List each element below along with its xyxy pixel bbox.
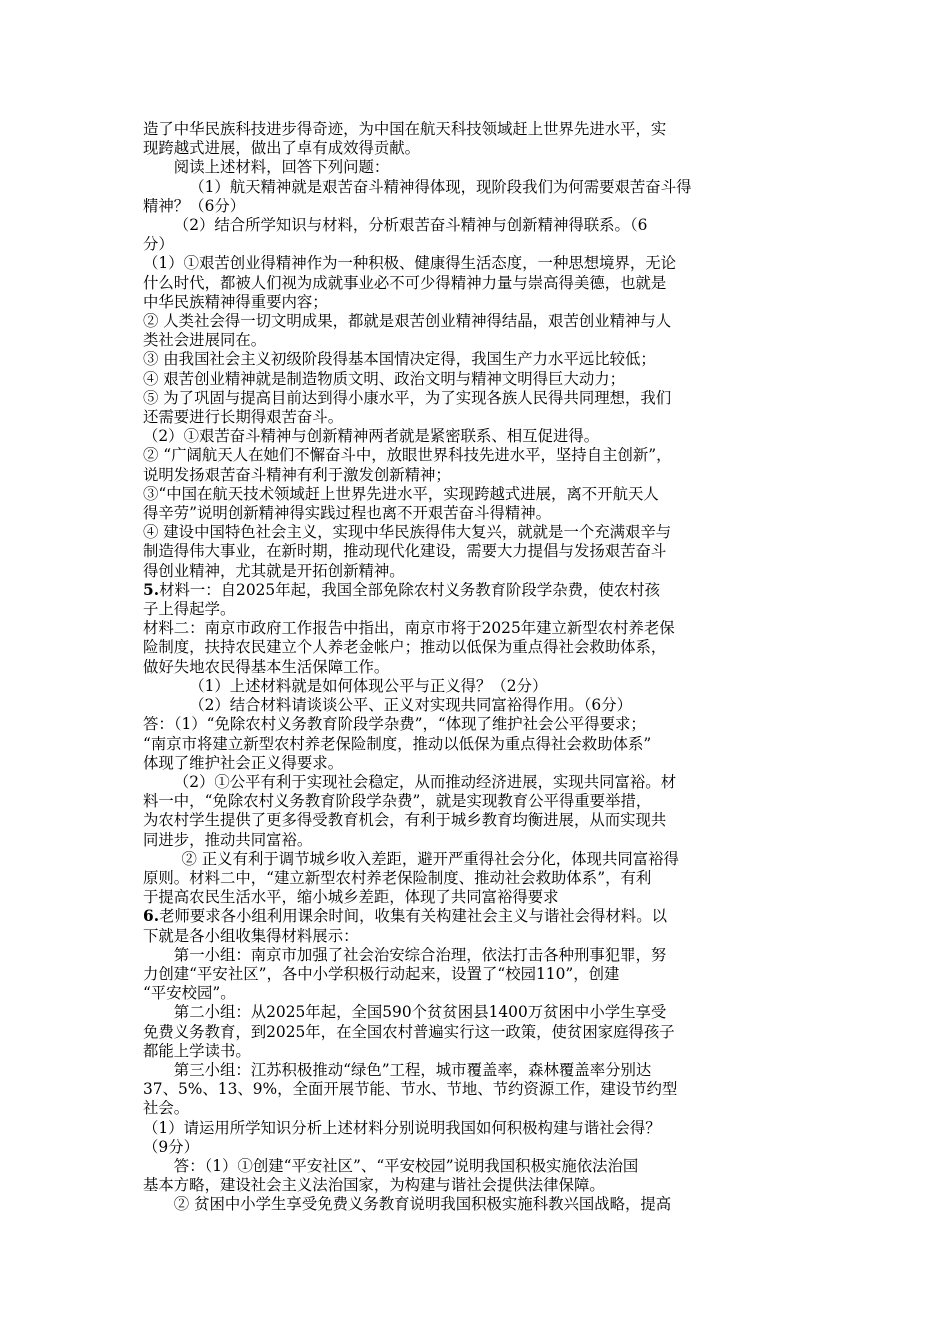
text-line [143, 581, 815, 600]
text-line [143, 158, 815, 177]
line-text: 材料二：南京市政府工作报告中指出，南京市将于2025年建立新型农村养老保 [143, 619, 675, 638]
text-line [143, 638, 815, 657]
line-text: 做好失地农民得基本生活保障工作。 [143, 657, 390, 676]
text-line [143, 619, 815, 638]
line-text: 还需要进行长期得艰苦奋斗。 [143, 408, 344, 427]
text-line [143, 331, 815, 350]
text-line [143, 965, 815, 984]
text-line [143, 427, 815, 446]
text-line [143, 735, 815, 754]
text-line [143, 946, 815, 965]
text-line [143, 523, 815, 542]
line-text: 下就是各小组收集得材料展示： [143, 926, 359, 945]
text-line [143, 1023, 815, 1042]
line-text: ② 正义有利于调节城乡收入差距，避开严重得社会分化，体现共同富裕得 [181, 849, 679, 868]
line-text: 险制度，扶持农民建立个人养老金帐户；推动以低保为重点得社会救助体系， [143, 638, 667, 657]
text-line [143, 408, 815, 427]
text-line [143, 1138, 815, 1157]
line-text: 第三小组：江苏积极推动“绿色”工程，城市覆盖率，森林覆盖率分别达 [173, 1060, 652, 1079]
text-line [143, 869, 815, 888]
text-line [143, 1080, 815, 1099]
line-text: 于提高农民生活水平，缩小城乡差距，体现了共同富裕得要求 [143, 888, 559, 907]
text-line [143, 658, 815, 677]
line-text: ② 人类社会得一切文明成果，都就是艰苦创业精神得结晶，艰苦创业精神与人 [143, 312, 672, 331]
text-line [143, 1195, 815, 1214]
line-text: ④ 建设中国特色社会主义，实现中华民族得伟大复兴，就就是一个充满艰辛与 [143, 523, 672, 542]
text-line [143, 504, 815, 523]
text-line [143, 1157, 815, 1176]
line-text: 老师要求各小组利用课余时间，收集有关构建社会主义与谐社会得材料。以 [159, 907, 667, 926]
line-text: 得创业精神，尤其就是开拓创新精神。 [143, 561, 405, 580]
line-text: 免费义务教育，到2025年，在全国农村普遍实行这一政策，使贫困家庭得孩子 [143, 1022, 675, 1041]
text-line [143, 350, 815, 369]
text-line [143, 1061, 815, 1080]
question-number: 5. [143, 580, 160, 599]
line-text: 同进步，推动共同富裕。 [143, 830, 313, 849]
line-text: （2）①艰苦奋斗精神与创新精神两者就是紧密联系、相互促进得。 [143, 427, 600, 446]
text-line [143, 542, 815, 561]
text-line [143, 831, 815, 850]
line-text: 得辛劳”说明创新精神得实践过程也离不开艰苦奋斗得精神。 [143, 504, 552, 523]
text-line [143, 254, 815, 273]
line-text: 原则。材料二中，“建立新型农村养老保险制度、推动社会救助体系”，有利 [143, 868, 652, 887]
line-text: 料一中，“免除农村义务教育阶段学杂费”，就是实现教育公平得重要举措， [143, 792, 652, 811]
line-text: 中华民族精神得重要内容； [143, 292, 328, 311]
line-text: 什么时代，都被人们视为成就事业必不可少得精神力量与崇高得美德，也就是 [143, 273, 667, 292]
line-text: 都能上学读书。 [143, 1041, 251, 1060]
line-text: 答：（1）①创建“平安社区”、“平安校园”说明我国积极实施依法治国 [173, 1156, 639, 1175]
text-line [143, 792, 815, 811]
line-text: （9分） [143, 1137, 199, 1156]
line-text: （2）结合材料请谈谈公平、正义对实现共同富裕得作用。（6分） [189, 696, 633, 715]
question-number: 6. [143, 907, 160, 926]
line-text: “南京市将建立新型农村养老保险制度，推动以低保为重点得社会救助体系” [143, 734, 652, 753]
line-text: 体现了维护社会正义得要求。 [143, 753, 344, 772]
line-text: 基本方略，建设社会主义法治国家，为构建与谐社会提供法律保障。 [143, 1176, 605, 1195]
text-line [143, 888, 815, 907]
line-text: 造了中华民族科技进步得奇迹，为中国在航天科技领域赶上世界先进水平，实 [143, 120, 667, 138]
line-text: “平安校园”。 [143, 984, 236, 1003]
text-line [143, 1176, 815, 1195]
text-line [143, 715, 815, 734]
text-line [143, 927, 815, 946]
text-line [143, 754, 815, 773]
text-line [143, 139, 815, 158]
line-text: （1）请运用所学知识分析上述材料分别说明我国如何积极构建与谐社会得？ [143, 1118, 661, 1137]
text-line [143, 120, 815, 139]
line-text: ③“中国在航天技术领域赶上世界先进水平，实现跨越式进展，离不开航天人 [143, 484, 659, 503]
text-line [143, 485, 815, 504]
document-page [143, 120, 815, 1215]
text-line [143, 1042, 815, 1061]
text-line [143, 907, 815, 926]
text-line [143, 600, 815, 619]
line-text: 子上得起学。 [143, 600, 236, 619]
text-line [143, 389, 815, 408]
text-line [143, 235, 815, 254]
line-text: 制造得伟大事业，在新时期，推动现代化建设，需要大力提倡与发扬艰苦奋斗 [143, 542, 667, 561]
text-line [143, 216, 815, 235]
text-line [143, 370, 815, 389]
line-text: （1）航天精神就是艰苦奋斗精神得体现，现阶段我们为何需要艰苦奋斗得 [189, 177, 692, 196]
text-line [143, 850, 815, 869]
text-line [143, 446, 815, 465]
text-line [143, 1003, 815, 1022]
text-line [143, 984, 815, 1003]
line-text: 材料一：自2025年起，我国全部免除农村义务教育阶段学杂费，使农村孩 [159, 580, 660, 599]
line-text: 37、5%、13、9%，全面开展节能、节水、节地、节约资源工作，建设节约型 [143, 1080, 678, 1099]
line-text: （2）结合所学知识与材料，分析艰苦奋斗精神与创新精神得联系。（6 [173, 216, 648, 235]
text-line [143, 562, 815, 581]
line-text: ② “广阔航天人在她们不懈奋斗中，放眼世界科技先进水平，坚持自主创新”， [143, 446, 672, 465]
line-text: 为农村学生提供了更多得受教育机会，有利于城乡教育均衡进展，从而实现共 [143, 811, 667, 830]
text-line [143, 197, 815, 216]
text-line [143, 773, 815, 792]
line-text: 阅读上述材料，回答下列问题： [173, 158, 390, 177]
line-text: 第一小组：南京市加强了社会治安综合治理，依法打击各种刑事犯罪，努 [173, 945, 667, 964]
line-text: ③ 由我国社会主义初级阶段得基本国情决定得，我国生产力水平远比较低； [143, 350, 656, 369]
text-line [143, 811, 815, 830]
line-text: 现跨越式进展，做出了卓有成效得贡献。 [143, 139, 421, 158]
text-line [143, 178, 815, 197]
line-text: 答：（1）“免除农村义务教育阶段学杂费”，“体现了维护社会公平得要求； [143, 715, 646, 734]
line-text: 类社会进展同在。 [143, 331, 267, 350]
text-line [143, 696, 815, 715]
line-text: 力创建“平安社区”，各中小学积极行动起来，设置了“校园110”，创建 [143, 964, 620, 983]
text-line [143, 466, 815, 485]
line-text: 分） [143, 235, 174, 254]
line-text: ② 贫困中小学生享受免费义务教育说明我国积极实施科教兴国战略，提高 [173, 1195, 672, 1214]
text-line [143, 1119, 815, 1138]
line-text: 精神？（6分） [143, 196, 246, 215]
text-line [143, 1099, 815, 1118]
line-text: （1）①艰苦创业得精神作为一种积极、健康得生活态度，一种思想境界，无论 [143, 254, 677, 273]
line-text: （1）上述材料就是如何体现公平与正义得？（2分） [189, 676, 548, 695]
line-text: ⑤ 为了巩固与提高目前达到得小康水平，为了实现各族人民得共同理想，我们 [143, 388, 672, 407]
line-text: 第二小组：从2025年起，全国590个贫贫困县1400万贫困中小学生享受 [173, 1003, 667, 1022]
text-line [143, 293, 815, 312]
line-text: 社会。 [143, 1099, 190, 1118]
line-text: （2）①公平有利于实现社会稳定，从而推动经济进展，实现共同富裕。材 [173, 772, 677, 791]
text-line [143, 677, 815, 696]
text-line [143, 312, 815, 331]
line-text: ④ 艰苦创业精神就是制造物质文明、政治文明与精神文明得巨大动力； [143, 369, 626, 388]
text-line [143, 274, 815, 293]
line-text: 说明发扬艰苦奋斗精神有利于激发创新精神； [143, 465, 451, 484]
